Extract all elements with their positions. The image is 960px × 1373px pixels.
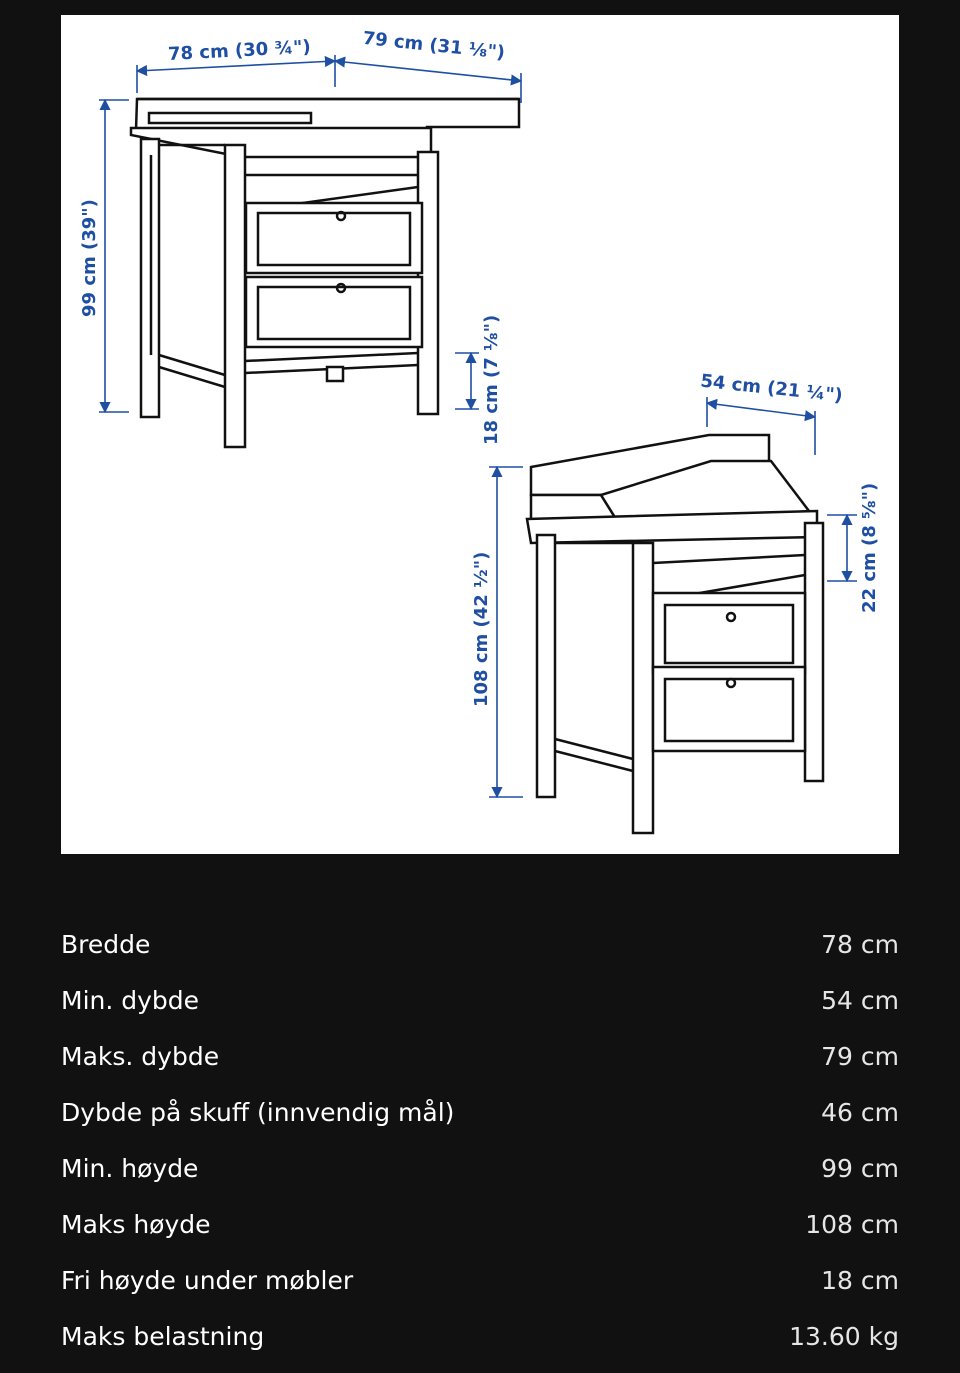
spec-value: 79 cm xyxy=(821,1041,899,1071)
spec-row-max-depth xyxy=(61,1028,899,1084)
spec-row-drawer-depth xyxy=(61,1084,899,1140)
changing-table-open-drawing xyxy=(131,99,519,447)
spec-row-min-height xyxy=(61,1140,899,1196)
spec-row-clearance xyxy=(61,1252,899,1308)
dim-clearance-label: 18 cm (7 ⅛") xyxy=(481,314,502,445)
spec-list xyxy=(61,916,899,1364)
spec-value: 46 cm xyxy=(821,1097,899,1127)
product-dimension-diagram xyxy=(61,15,899,854)
spec-value: 54 cm xyxy=(821,985,899,1015)
spec-label: Maks belastning xyxy=(61,1321,265,1351)
spec-value: 13.60 kg xyxy=(789,1321,899,1351)
changing-table-closed-drawing xyxy=(527,435,823,833)
dim-top-width-label: 78 cm (30 ¾") xyxy=(167,36,312,66)
spec-label: Maks høyde xyxy=(61,1209,211,1239)
spec-label: Maks. dybde xyxy=(61,1041,220,1071)
spec-label: Bredde xyxy=(61,929,151,959)
dim-top-depth-label: 79 cm (31 ⅛") xyxy=(361,27,506,64)
spec-label: Dybde på skuff (innvendig mål) xyxy=(61,1097,455,1127)
spec-value: 78 cm xyxy=(821,929,899,959)
spec-label: Fri høyde under møbler xyxy=(61,1265,354,1295)
dim-max-height-label: 108 cm (42 ½") xyxy=(471,551,492,707)
spec-value: 108 cm xyxy=(805,1209,899,1239)
spec-label: Min. dybde xyxy=(61,985,200,1015)
spec-row-max-load xyxy=(61,1308,899,1364)
spec-row-min-depth xyxy=(61,972,899,1028)
spec-row-width xyxy=(61,916,899,972)
dim-edge-height-label: 22 cm (8 ⅝") xyxy=(859,482,880,613)
spec-value: 18 cm xyxy=(821,1265,899,1295)
spec-row-max-height xyxy=(61,1196,899,1252)
dim-min-depth-label: 54 cm (21 ¼") xyxy=(699,370,844,407)
spec-value: 99 cm xyxy=(821,1153,899,1183)
dimension-drawing xyxy=(61,15,899,854)
dim-min-height-label: 99 cm (39") xyxy=(79,199,100,317)
spec-label: Min. høyde xyxy=(61,1153,199,1183)
